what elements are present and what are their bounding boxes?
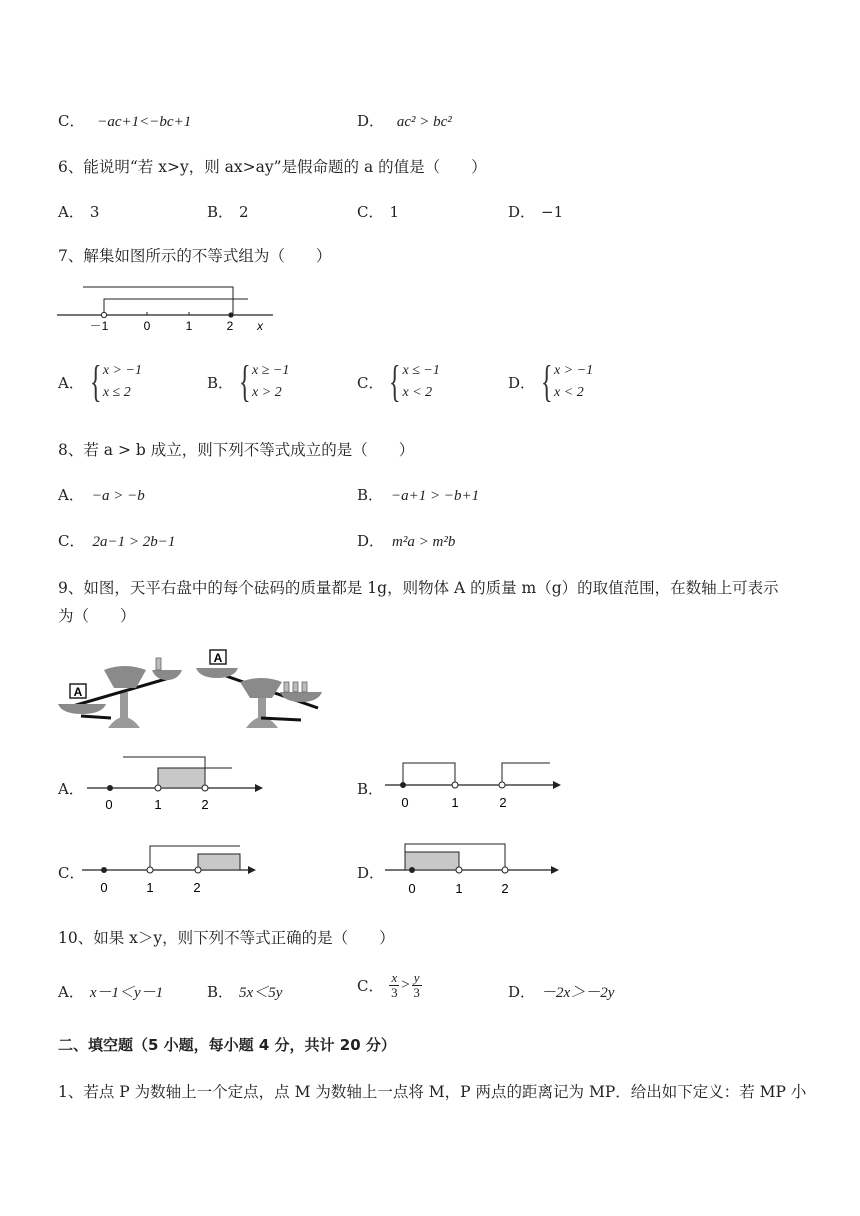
tick-label: 0 — [143, 319, 151, 333]
balance-scale-left — [58, 658, 182, 728]
q8-stem: 8、若 a > b 成立，则下列不等式成立的是（ ） — [58, 441, 415, 459]
open-dot — [202, 785, 208, 791]
option-expression: −a+1 > −b+1 — [391, 488, 480, 504]
q8-option-b — [357, 484, 479, 505]
q9-balance-scales-illustration — [56, 648, 326, 736]
option-label: C． — [58, 112, 85, 130]
denominator: 3 — [413, 984, 420, 1000]
tick-label: 0 — [100, 880, 108, 895]
option-label: C． — [357, 203, 384, 221]
option-expression: −ac+1<−bc+1 — [97, 114, 192, 130]
option-expression: 2a−1 > 2b−1 — [92, 534, 176, 550]
inequality-line: x > −1 — [554, 363, 594, 378]
inequality-line: x ≤ 2 — [102, 385, 131, 400]
option-label: A． — [58, 203, 84, 221]
open-dot — [456, 867, 462, 873]
numerator: x — [391, 970, 398, 985]
solution-bracket-lower — [104, 299, 248, 315]
option-text: 1 — [389, 203, 400, 221]
option-label: A． — [58, 983, 84, 1001]
solid-dot — [101, 867, 107, 873]
tick-label: 2 — [226, 319, 234, 333]
q6-stem: 6、能说明“若 x>y，则 ax>ay”是假命题的 a 的值是（ ） — [58, 158, 487, 176]
option-label: B． — [207, 983, 234, 1001]
inequality-line: x < 2 — [402, 385, 433, 400]
open-dot — [101, 312, 106, 317]
tick-label: 1 — [146, 880, 154, 895]
option-label: A． — [58, 486, 84, 504]
q9-option-c-number-line — [80, 838, 265, 900]
q7-option-c — [357, 357, 440, 406]
tick-label: 1 — [154, 797, 162, 812]
q10-option-a — [58, 981, 163, 1002]
tick-label: 2 — [193, 880, 201, 895]
option-label: B． — [357, 486, 384, 504]
option-label: D． — [357, 532, 385, 550]
open-dot — [195, 867, 201, 873]
q6-option-d — [508, 201, 563, 222]
inequality-line: x ≤ −1 — [402, 363, 440, 378]
balance-scale-right — [196, 650, 322, 728]
solution-bracket — [403, 763, 455, 785]
option-expression: −a > −b — [91, 488, 145, 504]
solid-dot — [409, 867, 415, 873]
arrow-icon — [248, 866, 256, 874]
shaded-region — [158, 768, 205, 788]
section-2-q1-stem: 1、若点 P 为数轴上一个定点，点 M 为数轴上一点将 M，P 两点的距离记为 MP．给出如下定义：若 MP 小 — [58, 1083, 807, 1101]
option-text: −1 — [541, 203, 564, 221]
q8-option-c — [58, 530, 175, 551]
q9-option-b-number-line — [383, 755, 568, 817]
q5-option-d — [357, 110, 452, 131]
open-dot — [147, 867, 153, 873]
option-label: C． — [357, 373, 384, 392]
open-dot — [155, 785, 161, 791]
denominator: 3 — [391, 984, 398, 1000]
solution-bracket — [502, 763, 550, 785]
tick-label: 0 — [401, 795, 409, 810]
brace-icon: { — [239, 357, 251, 406]
option-label: D． — [508, 203, 536, 221]
brace-icon: { — [541, 357, 553, 406]
solution-bracket-upper — [83, 287, 233, 315]
tick-label: 1 — [185, 319, 193, 333]
fraction — [389, 971, 399, 999]
arrow-icon — [553, 781, 561, 789]
tick-label: 0 — [408, 881, 416, 896]
open-dot — [452, 782, 458, 788]
operator: > — [401, 976, 410, 993]
axis-variable-label: x — [257, 319, 263, 333]
option-text: 2 — [239, 203, 249, 221]
option-label: D． — [357, 112, 385, 130]
inequality-line: x > −1 — [102, 363, 142, 378]
q6-option-b — [207, 201, 249, 222]
q6-option-a — [58, 201, 99, 222]
solid-dot — [228, 312, 233, 317]
option-expression: x－1＜y－1 — [89, 985, 164, 1001]
q7-option-d — [508, 357, 594, 406]
q9-option-c-label: C． — [58, 864, 85, 882]
q9-option-d-number-line — [383, 838, 568, 900]
solid-dot — [107, 785, 113, 791]
arrow-icon — [255, 784, 263, 792]
tick-label: 2 — [201, 797, 209, 812]
q6-option-c — [357, 201, 399, 222]
q9-option-b-label: B． — [357, 780, 384, 798]
arrow-icon — [551, 866, 559, 874]
option-label: C． — [58, 532, 85, 550]
brace-icon: { — [389, 357, 402, 406]
option-expression: ac² > bc² — [396, 114, 452, 130]
numerator: y — [413, 970, 420, 985]
q10-option-c — [357, 971, 422, 999]
q9-option-a-number-line — [85, 755, 270, 817]
tick-label: 2 — [499, 795, 507, 810]
option-label: C． — [357, 976, 384, 995]
option-expression: 5x＜5y — [239, 985, 283, 1001]
q10-option-b — [207, 981, 282, 1002]
tick-label: 1 — [455, 881, 463, 896]
inequality-line: x < 2 — [554, 385, 584, 400]
shaded-region — [198, 854, 240, 870]
object-a-label: A — [213, 651, 223, 665]
q7-number-line — [55, 280, 285, 335]
q9-option-a-label: A． — [58, 780, 84, 798]
q10-option-d — [508, 981, 614, 1002]
q7-option-b — [207, 357, 290, 406]
object-a-label: A — [73, 685, 83, 699]
tick-label: 1 — [451, 795, 459, 810]
fraction — [412, 971, 422, 999]
tick-label: －1 — [89, 319, 109, 333]
q5-option-c — [58, 110, 191, 131]
open-dot — [499, 782, 505, 788]
q9-stem-line2: 为（ ） — [58, 607, 136, 625]
inequality-line: x ≥ −1 — [252, 363, 290, 378]
q10-stem: 10、如果 x＞y，则下列不等式正确的是（ ） — [58, 929, 395, 947]
tick-label: 2 — [501, 881, 509, 896]
solid-dot — [400, 782, 406, 788]
option-expression: －2x＞－2y — [541, 985, 615, 1001]
option-label: B． — [207, 203, 234, 221]
q8-option-a — [58, 484, 145, 505]
q8-option-d — [357, 530, 455, 551]
inequality-line: x > 2 — [252, 385, 282, 400]
option-label: B． — [207, 373, 234, 392]
q7-option-a — [58, 357, 142, 406]
tick-label: 0 — [105, 797, 113, 812]
option-label: A． — [58, 373, 84, 392]
option-expression: m²a > m²b — [392, 534, 456, 550]
option-text: 3 — [89, 203, 100, 221]
brace-icon: { — [89, 357, 102, 406]
option-label: D． — [508, 373, 536, 392]
q9-stem-line1: 9、如图，天平右盘中的每个砝码的质量都是 1g，则物体 A 的质量 m（g）的取值范围，在数轴上可表示 — [58, 579, 779, 597]
q7-stem: 7、解集如图所示的不等式组为（ ） — [58, 247, 332, 265]
option-label: D． — [508, 983, 536, 1001]
section-2-title: 二、填空题（5 小题，每小题 4 分，共计 20 分） — [58, 1036, 396, 1054]
q9-option-d-label: D． — [357, 864, 385, 882]
open-dot — [502, 867, 508, 873]
